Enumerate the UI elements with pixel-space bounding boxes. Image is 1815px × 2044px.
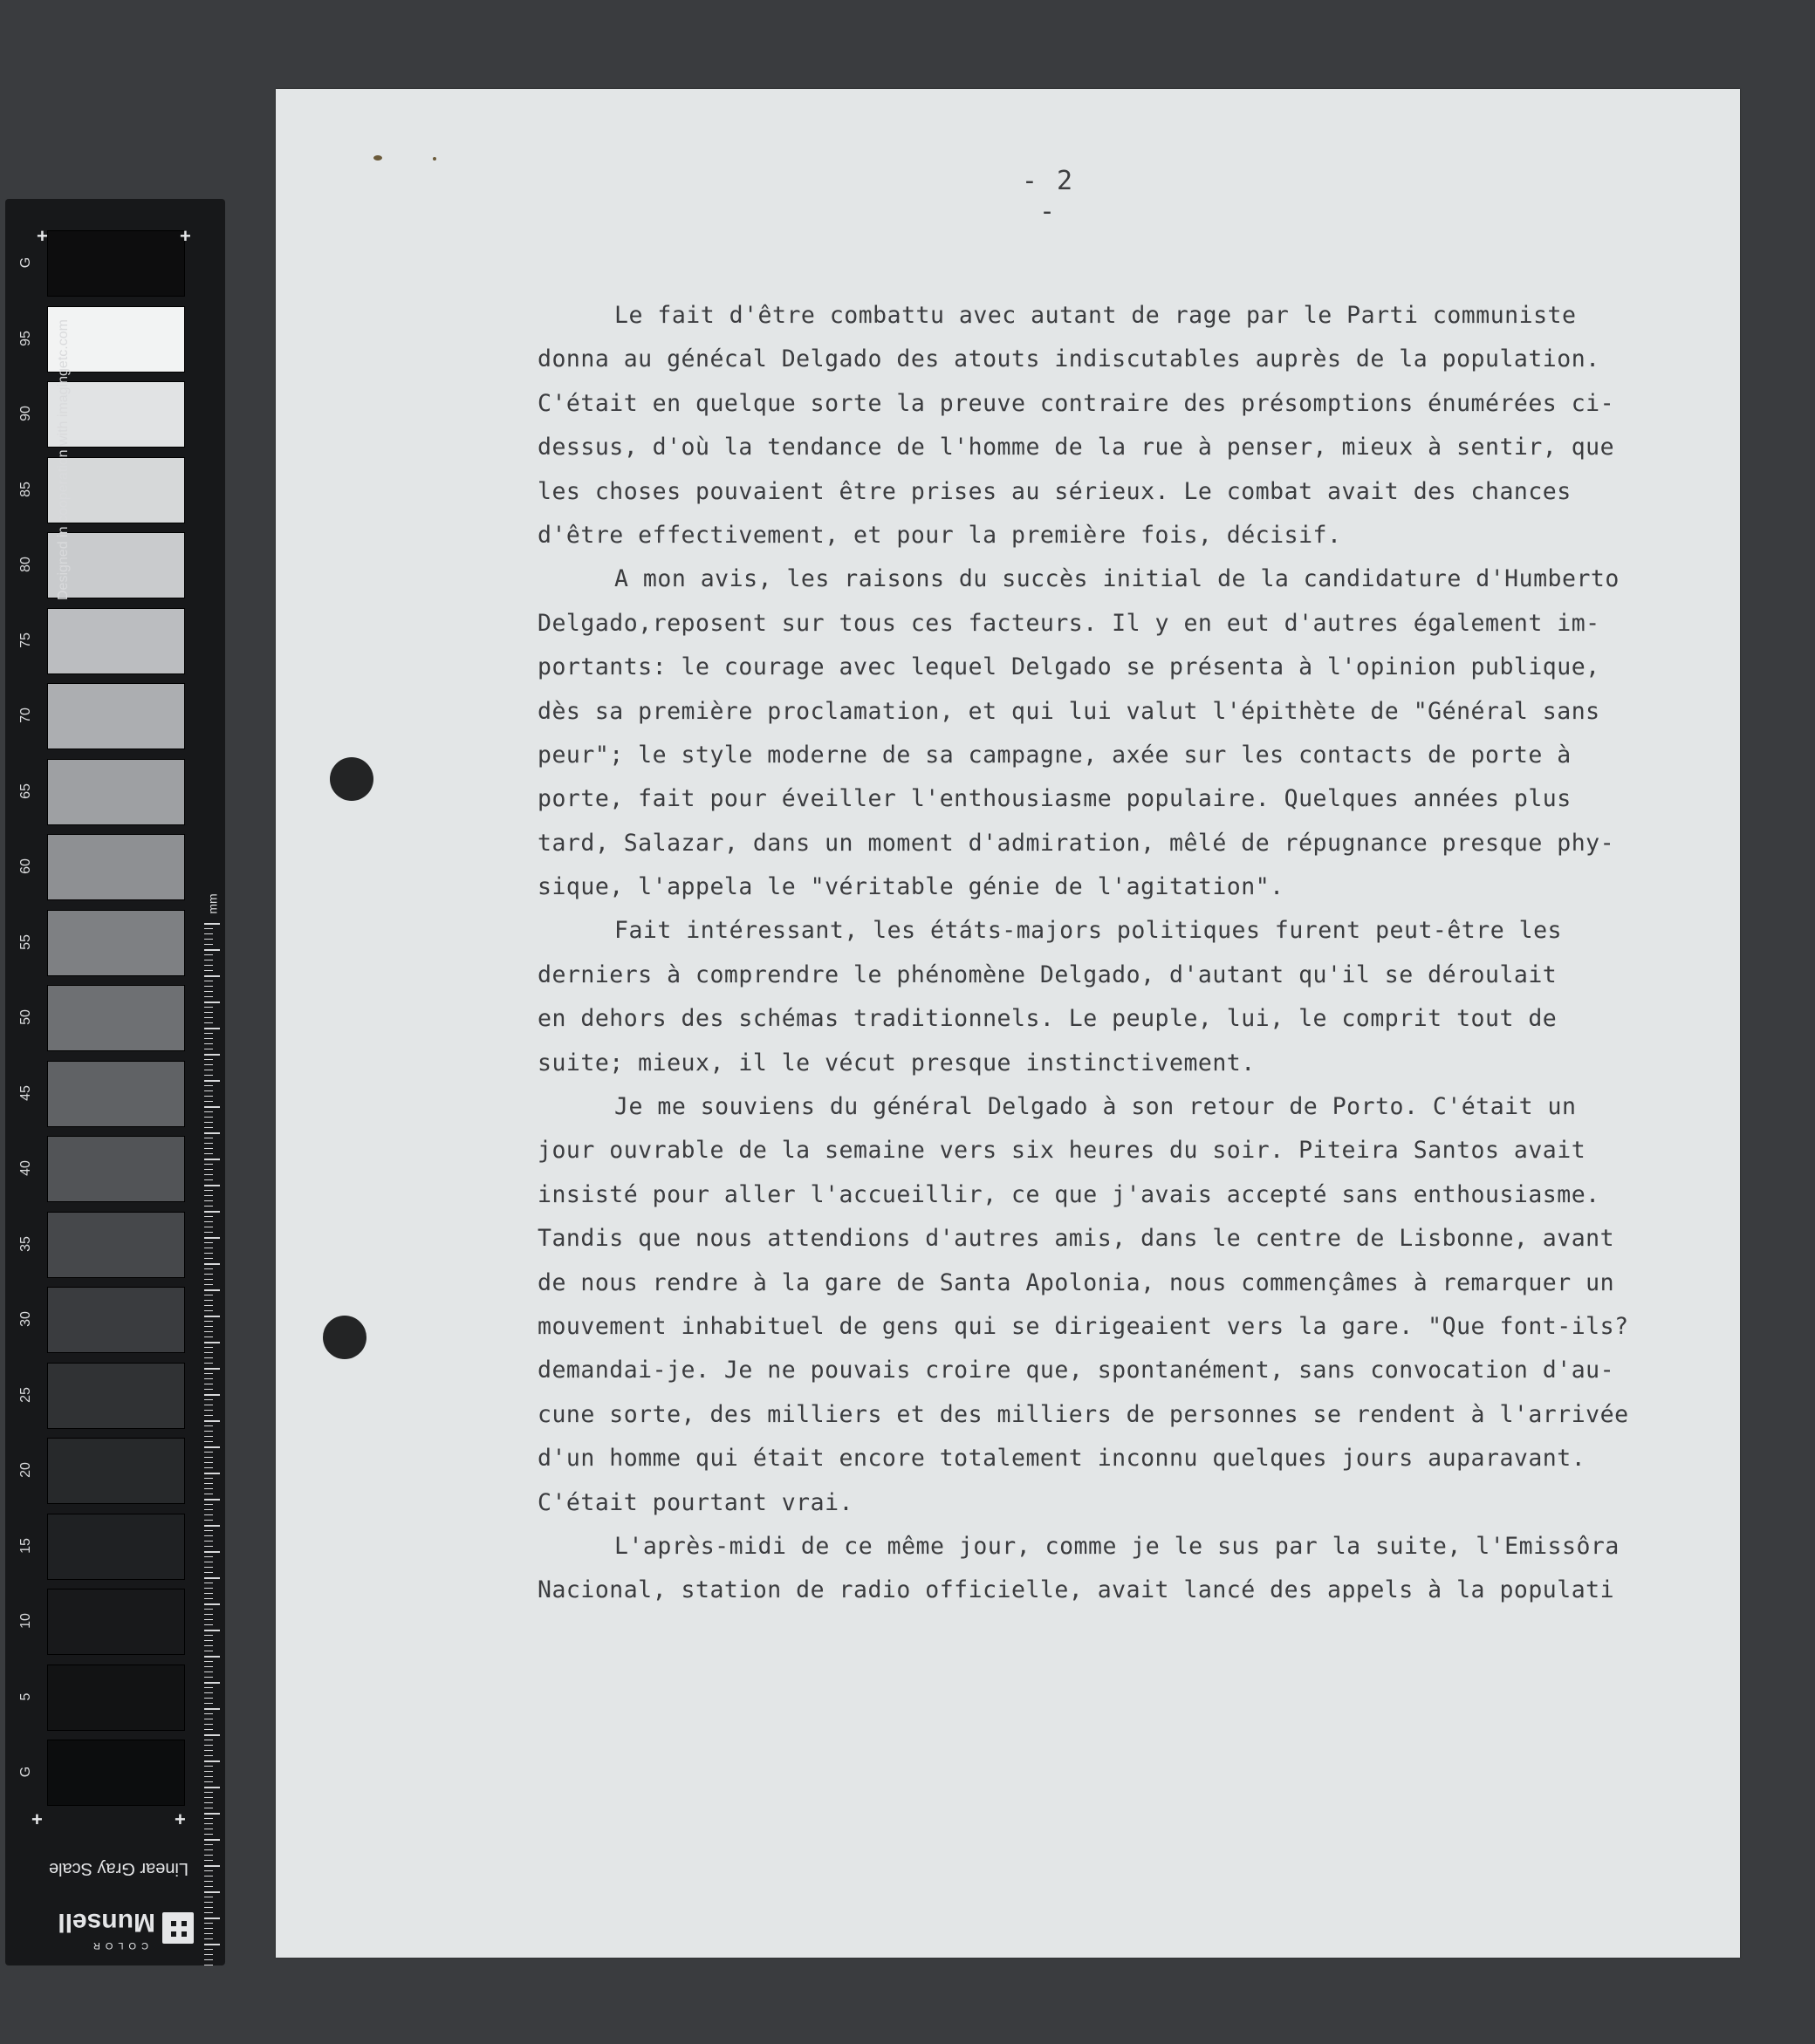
text-line: les choses pouvaient être prises au sérieux. Le combat avait des chances [538,477,1572,505]
text-line: Tandis que nous attendions d'autres amis, dans le centre de Lisbonne, avant [538,1225,1615,1253]
millimeter-ruler [204,923,225,1970]
gray-patch [47,834,185,900]
text-line: sique, l'appela le "véritable génie de l'agitation". [538,873,1284,901]
gray-patch-label: G [18,1766,33,1778]
text-line: C'était pourtant vrai. [538,1488,853,1516]
gray-patch-label: 95 [18,330,33,346]
gray-patch-label: 80 [18,557,33,572]
brand-logo [37,1900,194,1952]
gray-patch [47,1363,185,1429]
text-line: suite; mieux, il le vécut presque instinctivement. [538,1049,1256,1077]
text-line: insisté pour aller l'accueillir, ce que j'avais accepté sans enthousiasme. [538,1180,1600,1208]
gray-patch-label: 10 [18,1613,33,1629]
text-line: Fait intéressant, les étáts-majors politiques furent peut-être les [614,917,1562,945]
gray-patch-label: 50 [18,1009,33,1025]
typewritten-page [276,89,1740,1958]
gray-patch [47,683,185,749]
gray-patch [47,608,185,674]
text-line: jour ouvrable de la semaine vers six heures du soir. Piteira Santos avait [538,1137,1586,1165]
gray-patch [47,759,185,825]
gray-patch-label: 35 [18,1235,33,1252]
text-line: porte, fait pour éveiller l'enthousiasme populaire. Quelques années plus [538,785,1572,813]
gray-patch-label: 70 [18,708,33,723]
gray-patch-label: 85 [18,481,33,497]
gray-patch-label: 15 [18,1537,33,1554]
gray-patch-label: 25 [18,1386,33,1403]
gray-patch-label: 60 [18,858,33,874]
gray-patch [47,985,185,1051]
text-line: donna au génécal Delgado des atouts indiscutables auprès de la population. [538,345,1600,373]
text-line: en dehors des schémas traditionnels. Le peuple, lui, le comprit tout de [538,1005,1558,1033]
gray-patch-label: 45 [18,1084,33,1101]
gray-patch-label: 20 [18,1462,33,1478]
text-line: Nacional, station de radio officielle, avait lancé des appels à la populati [538,1576,1615,1604]
registration-mark: + [180,225,191,247]
text-line: A mon avis, les raisons du succès initial de la candidature d'Humberto [614,565,1620,593]
punch-hole [330,757,373,801]
gray-patch-label: 75 [18,632,33,648]
brand-name: Munsell [58,1908,155,1937]
brand-subtitle: COLOR [87,1940,148,1951]
gray-patch [47,910,185,976]
text-line: dessus, d'où la tendance de l'homme de la rue à penser, mieux à sentir, que [538,434,1615,461]
gray-patch [47,1287,185,1353]
gray-patch-label: 30 [18,1311,33,1327]
text-line: Delgado,reposent sur tous ces facteurs. Il y en eut d'autres également im- [538,609,1600,637]
text-line: Le fait d'être combattu avec autant de rage par le Parti communiste [614,302,1577,329]
gray-patch-label: 5 [18,1692,33,1700]
ink-speck [433,157,436,161]
registration-mark: + [37,225,48,247]
gray-patch-label: 65 [18,783,33,799]
punch-hole [323,1316,366,1359]
registration-mark: + [31,1808,43,1830]
ink-speck [373,155,382,161]
text-line: C'était en quelque sorte la preuve contraire des présomptions énumérées ci- [538,389,1615,417]
registration-mark: + [175,1808,186,1830]
gray-patch [47,1212,185,1278]
gray-patch [47,1665,185,1731]
text-line: d'être effectivement, et pour la première fois, décisif. [538,521,1342,549]
body-text [538,294,1707,1613]
card-title: Linear Gray Scale [48,1859,189,1878]
text-line: portants: le courage avec lequel Delgado se présenta à l'opinion publique, [538,653,1600,681]
text-line: demandai-je. Je ne pouvais croire que, spontanément, sans convocation d'au- [538,1357,1615,1384]
text-line: mouvement inhabituel de gens qui se dirigeaient vers la gare. "Que font-ils? [538,1312,1629,1340]
text-line: derniers à comprendre le phénomène Delgado, d'autant qu'il se déroulait [538,960,1558,988]
text-line: dès sa première proclamation, et qui lui valut l'épithète de "Général sans [538,697,1600,725]
text-line: peur"; le style moderne de sa campagne, axée sur les contacts de porte à [538,741,1572,769]
gray-patch [47,1740,185,1806]
gray-patch [47,1589,185,1655]
credit-text: Designed in cooperation with imagingetc.com [56,319,71,600]
page-number: - 2 - [1021,166,1075,227]
ruler-unit-label: mm [205,893,220,914]
gray-patch-label: 55 [18,933,33,950]
gray-patch [47,1514,185,1580]
gray-patch [47,1136,185,1202]
gray-scale-card [5,199,225,1965]
gray-patch [47,1438,185,1504]
brand-grid-icon [162,1912,194,1944]
text-line: L'après-midi de ce même jour, comme je le sus par la suite, l'Emissôra [614,1532,1620,1560]
text-line: Je me souviens du général Delgado à son retour de Porto. C'était un [614,1093,1577,1121]
gray-patch [47,1061,185,1127]
gray-patch-label: 40 [18,1160,33,1176]
gray-patch-label: G [18,256,33,269]
text-line: d'un homme qui était encore totalement inconnu quelques jours auparavant. [538,1445,1586,1473]
text-line: cune sorte, des milliers et des milliers de personnes se rendent à l'arrivée [538,1400,1629,1428]
text-line: de nous rendre à la gare de Santa Apolonia, nous commençâmes à remarquer un [538,1268,1615,1296]
gray-patch-label: 90 [18,406,33,421]
text-line: tard, Salazar, dans un moment d'admiration, mêlé de répugnance presque phy- [538,829,1615,857]
